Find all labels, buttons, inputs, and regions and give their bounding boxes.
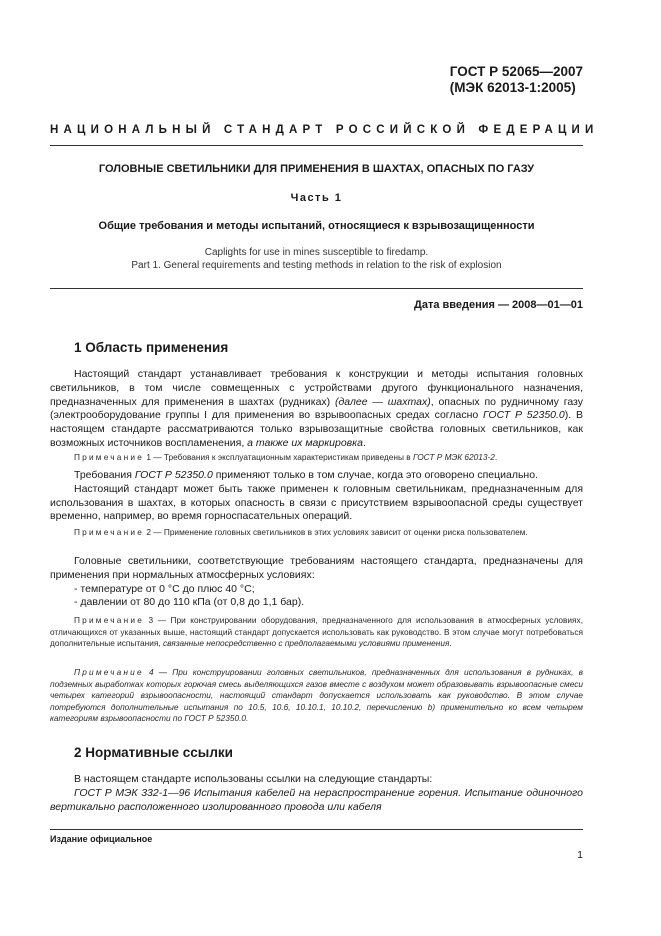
text: . xyxy=(362,436,366,449)
text: применяют только в том случае, когда это оговорено специально. xyxy=(212,469,538,481)
text: 1 — Требования к эксплуатационным характеристикам приведены в xyxy=(144,452,413,462)
note-label: Примечание xyxy=(74,615,145,625)
paragraph-text: В настоящем стандарте использованы ссылки на следующие стандарты: xyxy=(74,773,433,785)
text: . xyxy=(494,452,498,462)
list-item: - давлении от 80 до 110 кПа (от 0,8 до 1,1 бар). xyxy=(74,596,305,609)
standard-code xyxy=(450,64,583,96)
note-2 xyxy=(50,527,583,539)
text: Требования xyxy=(74,469,135,481)
text: Настоящий стандарт устанавливает требования к конструкции и методы испытания головных светильников, в том числе совмещенных с устройствами другого функционального назначения, предназначенных для применения в шахтах (рудниках) xyxy=(50,368,583,408)
document-part: Часть 1 xyxy=(290,192,343,204)
section-1-paragraph-1 xyxy=(50,368,583,451)
list-item: - температуре от 0 °С до плюс 40 °С; xyxy=(74,582,255,595)
page-number: 1 xyxy=(577,849,583,861)
note-4 xyxy=(50,667,583,725)
divider-top xyxy=(50,145,583,146)
text: , опасных по рудничному газу (электрооборудование группы I для применения во взрывоопасных средах согласно xyxy=(50,395,583,422)
english-title-line2: Part 1. General requirements and testing methods in relation to the risk of explosion xyxy=(131,260,502,271)
section-1-paragraphs-2-3 xyxy=(50,469,583,524)
introduction-date: Дата введения — 2008—01—01 xyxy=(414,299,583,311)
text: 2 — Применение головных светильников в этих условиях зависит от оценки риска пользователем. xyxy=(144,527,528,537)
note-label: Примечание xyxy=(74,667,144,677)
note-3 xyxy=(50,615,583,650)
text: 4 — При конструировании головных светильников, предназначенных для использования в рудниках, в подземных выработках которых горючая смесь выделяющихся газов вместе с воздухом может образовывать взрывоопасные смеси четырех категорий взрывоопасности, настоящий стандарт допускается использовать как руководство. В этом случае потребуются дополнительные испытания по 10.5, 10.6, 10.10.1, 10.10.2, перечислению b) применительно ко всем четырем категориям взрывоопасности по ГОСТ Р 52350.0. xyxy=(50,667,583,723)
italic-text: ГОСТ Р МЭК 62013-2 xyxy=(412,452,495,462)
text: . xyxy=(449,638,452,648)
italic-text: ГОСТ Р 52350.0 xyxy=(134,469,213,481)
section-1-heading: 1 Область применения xyxy=(74,340,229,355)
national-standard-line: НАЦИОНАЛЬНЫЙ СТАНДАРТ РОССИЙСКОЙ ФЕДЕРАЦИИ xyxy=(50,124,599,136)
note-label: Примечание xyxy=(74,452,145,462)
english-title-line1: Caplights for use in mines susceptible to firedamp. xyxy=(204,247,429,258)
italic-text: связанные непосредственно с предполагаемыми условиями применения xyxy=(163,638,450,648)
document-title: ГОЛОВНЫЕ СВЕТИЛЬНИКИ ДЛЯ ПРИМЕНЕНИЯ В ШАХТАХ, ОПАСНЫХ ПО ГАЗУ xyxy=(98,163,535,175)
reference-item: ГОСТ Р МЭК 332-1—96 Испытания кабелей на нераспространение горения. Испытание одиночного вертикально расположенного изолированного провода или кабеля xyxy=(50,786,583,813)
section-1-paragraph-3: Настоящий стандарт может быть также применен к головным светильникам, предназначенным для использования в шахтах, в которых опасность в связи с присутствием взрывоопасной среды существует временно, например, во время горноспасательных операций. xyxy=(50,482,583,523)
italic-text: а также их маркировка xyxy=(247,436,363,449)
section-2-body xyxy=(50,773,583,814)
text: 3 — При конструировании оборудования, предназначенного для использования в атмосферных условиях, отличающихся от указанных выше, настоящий стандарт допускается использовать как руководство. В этом случае могут потребоваться дополнительные испытания, xyxy=(50,615,583,648)
document-subtitle: Общие требования и методы испытаний, относящиеся к взрывозащищенности xyxy=(98,220,535,232)
divider-middle xyxy=(50,288,583,289)
standard-code-line1: ГОСТ Р 52065—2007 xyxy=(449,64,583,79)
section-1-paragraph-4 xyxy=(50,555,583,610)
official-edition-label: Издание официальное xyxy=(50,834,153,844)
italic-text: ГОСТ Р 52350.0 xyxy=(483,409,565,422)
text: ). В настоящем стандарте рассматриваются только взрывозащитные свойства головных светильников, как возможных источников воспламенения, xyxy=(50,409,583,449)
standard-code-line2: (МЭК 62013-1:2005) xyxy=(449,80,576,95)
note-1 xyxy=(50,452,583,464)
note-label: Примечание xyxy=(74,527,145,537)
italic-text: (далее — шахтах) xyxy=(334,395,431,408)
divider-bottom xyxy=(50,829,583,830)
paragraph-text: Головные светильники, соответствующие требованиям настоящего стандарта, предназначены для применения при нормальных атмосферных условиях: xyxy=(50,555,583,581)
section-2-heading: 2 Нормативные ссылки xyxy=(74,745,233,760)
